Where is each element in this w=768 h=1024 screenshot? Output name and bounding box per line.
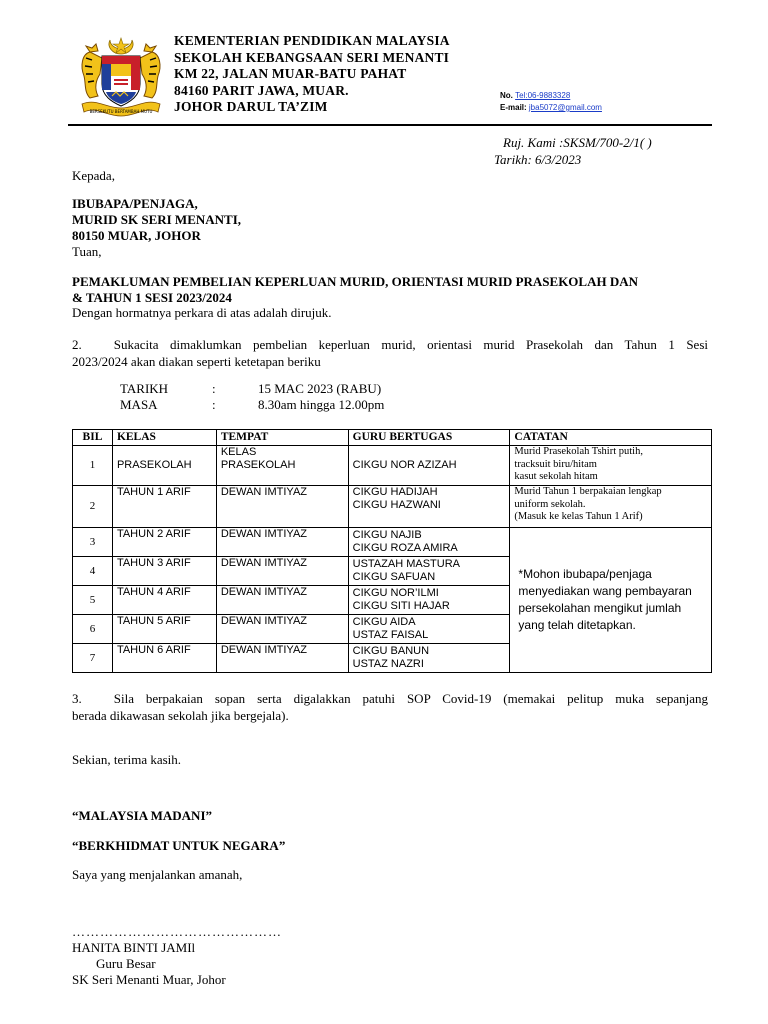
cell-bil: 3 [73, 528, 113, 557]
malaysia-coat-of-arms-icon [76, 36, 166, 120]
cell-kelas: TAHUN 1 ARIF [112, 486, 216, 528]
cell-kelas: TAHUN 5 ARIF [112, 615, 216, 644]
letterhead-line: KEMENTERIAN PENDIDIKAN MALAYSIA [174, 33, 450, 48]
letterhead-line: KM 22, JALAN MUAR-BATU PAHAT [174, 66, 407, 81]
cell-kelas: TAHUN 6 ARIF [112, 644, 216, 673]
masa-value: 8.30am hingga 12.00pm [258, 397, 385, 412]
cell-kelas: PRASEKOLAH [112, 446, 216, 486]
cell-tempat: DEWAN IMTIYAZ [216, 557, 348, 586]
cell-bil: 4 [73, 557, 113, 586]
recipient-line: MURID SK SERI MENANTI, [72, 212, 242, 227]
letter-date: Tarikh: 6/3/2023 [494, 152, 582, 167]
slogan-madani: “MALAYSIA MADANI” [72, 808, 213, 823]
cell-bil: 7 [73, 644, 113, 673]
paragraph-3 [72, 690, 708, 724]
phone-label: No. [500, 91, 513, 100]
cell-guru: CIKGU BANUN USTAZ NAZRI [348, 644, 510, 673]
paragraph-number: 3. [72, 691, 82, 706]
letterhead-line: 84160 PARIT JAWA, MUAR. [174, 82, 349, 98]
paragraph-2 [72, 336, 708, 370]
signatory-name: HANITA BINTI JAMIl [72, 940, 196, 955]
signatory-title: Guru Besar [96, 956, 156, 971]
letterhead-line: JOHOR DARUL TA’ZIM [174, 99, 328, 114]
header-catatan: CATATAN [510, 430, 712, 446]
cell-bil: 2 [73, 486, 113, 528]
cell-kelas: TAHUN 4 ARIF [112, 586, 216, 615]
cell-bil: 1 [73, 446, 113, 486]
email-label: E-mail: [500, 103, 527, 112]
schedule-table [72, 429, 712, 673]
table-row [73, 528, 712, 557]
header-tempat: TEMPAT [216, 430, 348, 446]
paragraph-text: Sila berpakaian sopan serta digalakkan patuhi SOP Covid-19 (memakai pelitup muka sepanjang [113, 691, 708, 706]
cell-kelas: TAHUN 3 ARIF [112, 557, 216, 586]
closing-thanks: Sekian, terima kasih. [72, 752, 182, 767]
amanah-text: Saya yang menjalankan amanah, [72, 867, 243, 882]
letterhead-divider [68, 124, 712, 126]
paragraph-text: 2023/2024 akan diakan seperti ketetapan beriku [72, 354, 321, 369]
tarikh-value: 15 MAC 2023 (RABU) [258, 381, 382, 396]
cell-bil: 6 [73, 615, 113, 644]
masa-label: MASA [120, 397, 158, 412]
cell-tempat: DEWAN IMTIYAZ [216, 615, 348, 644]
letterhead-line: SEKOLAH KEBANGSAAN SERI MENANTI [174, 49, 450, 65]
cell-tempat: DEWAN IMTIYAZ [216, 528, 348, 557]
email-line [500, 103, 602, 112]
cell-tempat: DEWAN IMTIYAZ [216, 644, 348, 673]
payment-note: *Mohon ibubapa/penjaga menyediakan wang pembayaran persekolahan mengikut jumlah yang telah ditetapkan. [510, 528, 712, 673]
cell-tempat: KELAS PRASEKOLAH [216, 446, 348, 486]
cell-guru: USTAZAH MASTURA CIKGU SAFUAN [348, 557, 510, 586]
colon: : [212, 381, 216, 396]
reference-number: Ruj. Kami :SKSM/700-2/1( ) [503, 135, 652, 150]
email-link[interactable]: jba5072@gmail.com [528, 103, 602, 112]
cell-kelas: TAHUN 2 ARIF [112, 528, 216, 557]
paragraph-text: berada dikawasan sekolah jika bergejala). [72, 708, 289, 723]
kepada-label: Kepada, [72, 168, 115, 183]
colon: : [212, 397, 216, 412]
subject-line: & TAHUN 1 SESI 2023/2024 [72, 290, 232, 305]
phone-link[interactable]: Tel:06-9883328 [515, 91, 571, 100]
cell-guru: CIKGU NOR AZIZAH [348, 446, 510, 486]
cell-guru: CIKGU HADIJAH CIKGU HAZWANI [348, 486, 510, 528]
slogan-berkhidmat: “BERKHIDMAT UNTUK NEGARA” [72, 838, 286, 853]
table-header-row [73, 430, 712, 446]
cell-bil: 5 [73, 586, 113, 615]
cell-catatan: Murid Prasekolah Tshirt putih, tracksuit biru/hitam kasut sekolah hitam [510, 446, 712, 486]
recipient-line: 80150 MUAR, JOHOR [72, 228, 201, 243]
crest-motto: BERSEKUTU BERTAMBAH MUTU [89, 109, 153, 114]
paragraph-text: Sukacita dimaklumkan pembelian keperluan murid, orientasi murid Prasekolah dan Tahun 1 Sesi [113, 337, 708, 352]
school-letterhead [174, 33, 450, 116]
cell-catatan: Murid Tahun 1 berpakaian lengkap uniform sekolah. (Masuk ke kelas Tahun 1 Arif) [510, 486, 712, 528]
cell-guru: CIKGU AIDA USTAZ FAISAL [348, 615, 510, 644]
cell-tempat: DEWAN IMTIYAZ [216, 486, 348, 528]
cell-guru: CIKGU NAJIB CIKGU ROZA AMIRA [348, 528, 510, 557]
cell-guru: CIKGU NOR’ILMI CIKGU SITI HAJAR [348, 586, 510, 615]
table-row [73, 486, 712, 528]
school-name: SK Seri Menanti Muar, Johor [72, 972, 226, 987]
recipient-line: IBUBAPA/PENJAGA, [72, 196, 198, 211]
header-kelas: KELAS [112, 430, 216, 446]
paragraph-number: 2. [72, 337, 82, 352]
phone-line [500, 91, 570, 100]
cell-tempat: DEWAN IMTIYAZ [216, 586, 348, 615]
signature-line: ……………………………………… [72, 924, 282, 939]
salutation: Tuan, [72, 244, 102, 259]
header-guru: GURU BERTUGAS [348, 430, 510, 446]
header-bil: BIL [73, 430, 113, 446]
table-row [73, 446, 712, 486]
subject-line: PEMAKLUMAN PEMBELIAN KEPERLUAN MURID, ORIENTASI MURID PRASEKOLAH DAN [72, 274, 639, 289]
intro-text: Dengan hormatnya perkara di atas adalah dirujuk. [72, 305, 332, 320]
tarikh-label: TARIKH [120, 381, 169, 396]
